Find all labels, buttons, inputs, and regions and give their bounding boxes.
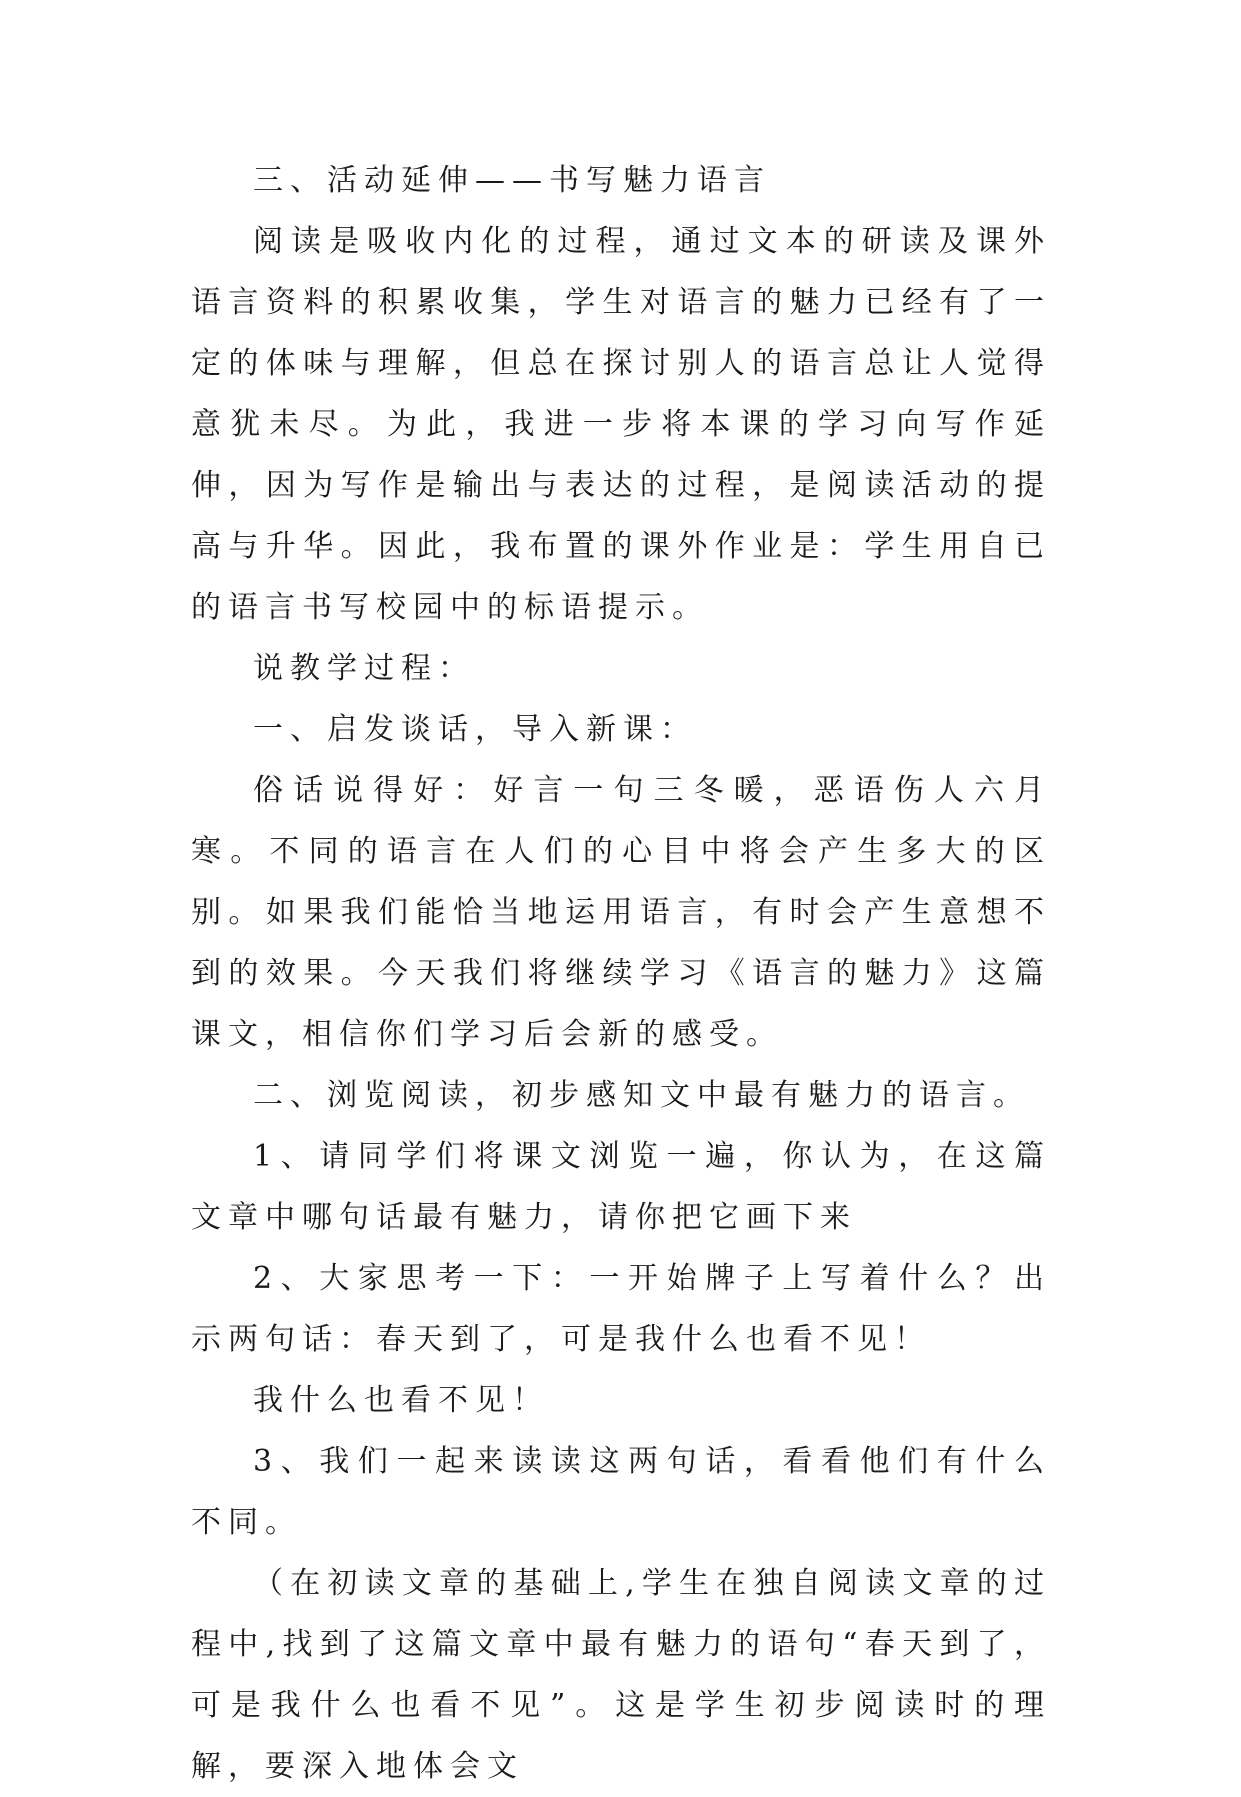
section-heading-activity-extension: 三、活动延伸——书写魅力语言 bbox=[253, 163, 771, 198]
section-heading-teaching-process: 说教学过程： bbox=[253, 651, 475, 686]
document-body bbox=[191, 150, 1051, 1797]
list-item-2: 2、大家思考一下：一开始牌子上写着什么？出示两句话：春天到了，可是我什么也看不见！ bbox=[191, 1261, 1051, 1357]
section-heading-browse-reading: 二、浏览阅读，初步感知文中最有魅力的语言。 bbox=[253, 1078, 1030, 1113]
section-heading-introduction: 一、启发谈话，导入新课： bbox=[253, 712, 697, 747]
paragraph-proverb: 俗话说得好：好言一句三冬暖，恶语伤人六月寒。不同的语言在人们的心目中将会产生多大的区别。如果我们能恰当地运用语言，有时会产生意想不到的效果。今天我们将继续学习《语言的魅力》这篇课文，相信你们学习后会新的感受。 bbox=[191, 773, 1051, 1052]
paragraph-commentary: （在初读文章的基础上,学生在独自阅读文章的过程中,找到了这篇文章中最有魅力的语句“春天到了，可是我什么也看不见”。这是学生初步阅读时的理解，要深入地体会文 bbox=[191, 1566, 1051, 1784]
quoted-sentence: 我什么也看不见！ bbox=[253, 1383, 549, 1418]
paragraph-reading-internalization: 阅读是吸收内化的过程，通过文本的研读及课外语言资料的积累收集，学生对语言的魅力已经有了一定的体味与理解，但总在探讨别人的语言总让人觉得意犹未尽。为此，我进一步将本课的学习向写作延伸，因为写作是输出与表达的过程，是阅读活动的提高与升华。因此，我布置的课外作业是：学生用自已的语言书写校园中的标语提示。 bbox=[191, 224, 1051, 625]
list-item-3: 3、我们一起来读读这两句话，看看他们有什么不同。 bbox=[191, 1444, 1051, 1540]
list-item-1: 1、请同学们将课文浏览一遍，你认为，在这篇文章中哪句话最有魅力，请你把它画下来 bbox=[191, 1139, 1051, 1235]
